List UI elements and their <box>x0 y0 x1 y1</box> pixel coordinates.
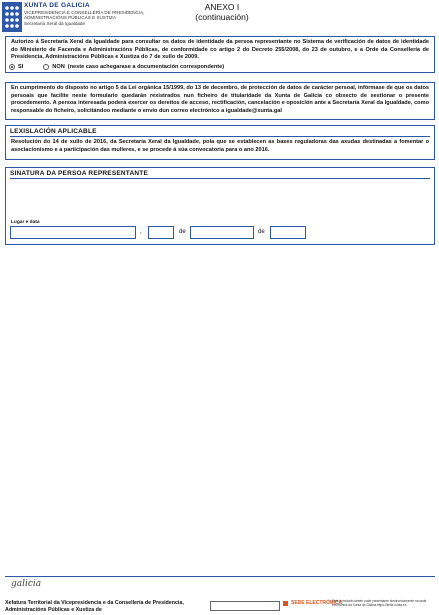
signature-title: SINATURA DA PERSOA REPRESENTANTE <box>10 170 148 177</box>
authorization-text: Autorizo á Secretaría Xeral da Igualdade para consultar os datos de identidade da persoa representante no Sistema de verificación de datos de identidade do Ministerio de Facenda e Administracións Públicas, de conformidade co artigo 2 do Decreto 255/2008, do 23 de outubro, e a Orde da Consellería de Presidencia, Administracións Públicas e Xustiza do 7 de xullo de 2009. <box>11 39 429 61</box>
legislation-title: LEXISLACIÓN APLICABLE <box>10 128 97 135</box>
legislation-box <box>5 125 435 160</box>
footer-divider <box>5 576 435 577</box>
annex-title: ANEXO I <box>204 2 240 12</box>
authorization-options <box>9 64 224 70</box>
footer-line: Xefatura Territorial da Vicepresidencia e da Consellería de Presidencia, <box>5 600 184 606</box>
data-protection-box <box>5 82 435 120</box>
page-header <box>2 2 437 34</box>
xunta-logo-icon <box>2 2 22 32</box>
galicia-logo: galicia <box>11 579 42 589</box>
legislation-text: Resolución do 14 de xullo de 2016, da Secretaría Xeral da Igualdade, pola que se establecen as bases reguladoras das axudas destinadas a fomentar o asociacionismo e a participación das mulleres, e se procede á súa convocatoria para o ano 2016. <box>11 139 429 153</box>
de-separator: de <box>179 229 186 235</box>
radio-no-note: (neste caso achegarase a documentación correspondente) <box>67 64 225 70</box>
sede-label: SEDE ELECTRÓNICA <box>291 600 343 606</box>
day-input[interactable] <box>148 226 174 239</box>
footer-addressee <box>5 600 184 613</box>
org-name: XUNTA DE GALICIA <box>24 2 90 9</box>
month-input[interactable] <box>190 226 254 239</box>
radio-no[interactable] <box>43 64 49 70</box>
divider <box>10 178 430 179</box>
de-separator: de <box>258 229 265 235</box>
annex-subtitle: (continuación) <box>195 12 249 22</box>
province-input[interactable] <box>210 601 280 611</box>
place-input[interactable] <box>10 226 136 239</box>
organization-block <box>24 2 184 26</box>
radio-yes-label: SI <box>18 64 24 70</box>
sede-note: Esta formulario tamén pode presentarse electronicamente na sede electrónica da Xunta de Galicia https://sede.xunta.es <box>332 599 427 607</box>
comma-separator: , <box>140 229 142 235</box>
year-input[interactable] <box>270 226 306 239</box>
sede-icon <box>283 601 288 606</box>
radio-yes[interactable] <box>9 64 15 70</box>
org-line: VICEPRESIDENCIA E CONSELLERÍA DE PRESIDENCIA, <box>24 10 145 15</box>
org-line: Secretaría Xeral da Igualdade <box>24 20 86 26</box>
org-line: ADMINISTRACIÓNS PÚBLICAS E XUSTIZA <box>24 15 116 21</box>
footer-line: Administracións Públicas e Xustiza de <box>5 606 102 613</box>
data-protection-text: En cumprimento do disposto no artigo 5 da Lei orgánica 15/1999, do 13 de decembro, de protección de datos de carácter persoal, infórmase de que os datos persoais que facilite neste formulario quedarán rexistrados nun ficheiro de titularidade da Xunta de Galicia co obxecto de xestionar o presente procedemento. A persoa interesada poderá exercer os dereitos de acceso, rectificación, cancelación e oposición ante a Secretaría Xeral da Igualdade, como responsable do ficheiro, solicitándoo mediante o envío dun correo electrónico a igualdade@xunta.gal <box>11 85 429 114</box>
radio-no-label: NON <box>52 64 65 70</box>
place-date-label: Lugar e data <box>11 220 40 225</box>
annex-heading <box>182 2 262 22</box>
